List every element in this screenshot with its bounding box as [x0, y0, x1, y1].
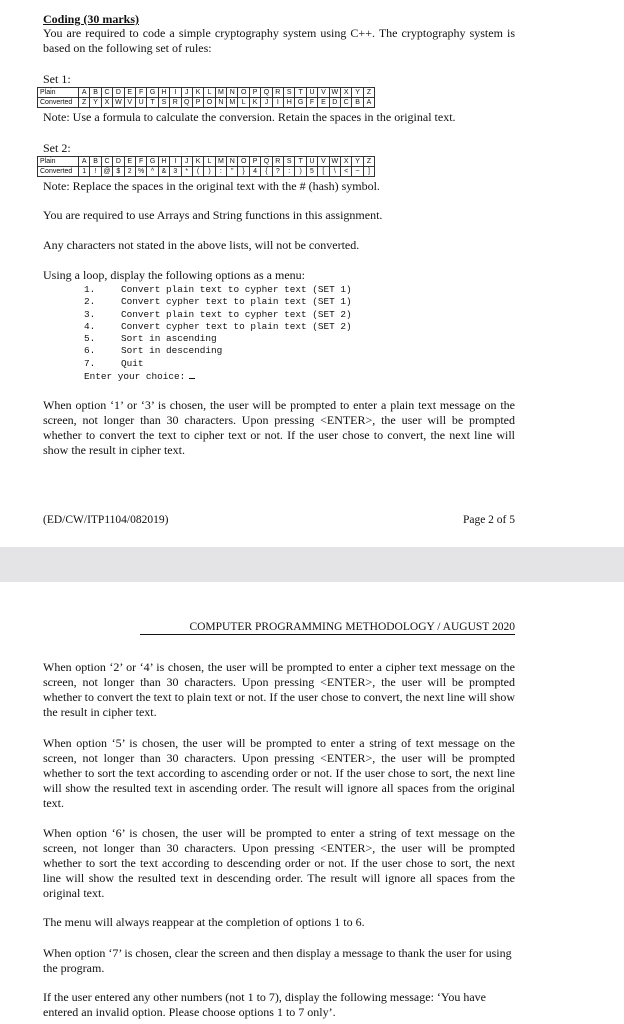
menu-option	[84, 358, 352, 370]
plain-cell: Z	[363, 157, 374, 167]
footer-code: (ED/CW/ITP1104/082019)	[43, 514, 169, 526]
converted-cell: {	[261, 167, 272, 177]
converted-cell: (	[192, 167, 203, 177]
plain-cell: J	[181, 88, 192, 98]
set2-conversion-table	[37, 156, 375, 177]
plain-cell: Q	[261, 88, 272, 98]
row-header: Plain	[38, 157, 79, 167]
converted-cell: $	[113, 167, 124, 177]
plain-cell: Z	[363, 88, 374, 98]
menu-prompt-line	[84, 370, 195, 383]
plain-cell: Y	[352, 157, 363, 167]
converted-cell: N	[215, 98, 226, 108]
menu-intro: Using a loop, display the following options as a menu:	[43, 268, 305, 282]
menu-option-label: Convert plain text to cypher text (SET 1)	[121, 284, 352, 295]
option-2-4-paragraph: When option ‘2’ or ‘4’ is chosen, the user will be prompted to enter a cipher text message on the screen, not longer than 30 characters. Upon pressing <ENTER>, the user will be prompted whether to convert the text to plain text or not. If the user chose to convert, the next line will show the result in cipher text.	[43, 660, 515, 719]
plain-cell: I	[170, 157, 181, 167]
converted-cell: J	[261, 98, 272, 108]
menu-option	[84, 309, 352, 321]
menu-option-label: Quit	[121, 357, 144, 369]
row-header: Plain	[38, 88, 79, 98]
option-6-paragraph: When option ‘6’ is chosen, the user will be prompted to enter a string of text message on the screen, not longer than 30 characters. Upon pressing <ENTER>, the user will be prompted whether to sort the text according to descending order or not. If the user chose to sort, the next line will show the resulted text in descending order. The result will ignore all spaces from the original text.	[43, 826, 515, 900]
converted-cell: P	[192, 98, 203, 108]
menu-option	[84, 333, 352, 345]
plain-cell: X	[340, 88, 351, 98]
converted-cell: }	[238, 167, 249, 177]
menu-option-number: 2.	[84, 296, 96, 308]
menu-option-number: 5.	[84, 333, 96, 345]
plain-cell: G	[147, 88, 158, 98]
set2-plain-row	[38, 157, 375, 167]
plain-cell: M	[215, 88, 226, 98]
set1-converted-row	[38, 98, 375, 108]
characters-paragraph: Any characters not stated in the above lists, will not be converted.	[43, 238, 360, 252]
converted-cell: ~	[352, 167, 363, 177]
menu-option-number: 3.	[84, 308, 96, 320]
converted-cell: B	[352, 98, 363, 108]
menu-option-label: Convert cypher text to plain text (SET 1)	[121, 296, 352, 308]
plain-cell: G	[147, 157, 158, 167]
converted-cell: *	[181, 167, 192, 177]
plain-cell: D	[113, 88, 124, 98]
plain-cell: C	[101, 88, 112, 98]
plain-cell: R	[272, 157, 283, 167]
option-1-3-paragraph: When option ‘1’ or ‘3’ is chosen, the user will be prompted to enter a plain text message on the screen, not longer than 30 characters. Upon pressing <ENTER>, the user will be prompted whether to convert the text to cipher text or not. If the user chose to convert, the next line will show the result in cipher text.	[43, 398, 515, 457]
converted-cell: :	[215, 167, 226, 177]
menu-option	[84, 296, 352, 308]
converted-cell: D	[329, 98, 340, 108]
plain-cell: S	[284, 157, 295, 167]
plain-cell: U	[306, 88, 317, 98]
plain-cell: L	[204, 157, 215, 167]
plain-cell: N	[227, 157, 238, 167]
converted-cell: W	[113, 98, 124, 108]
plain-cell: E	[124, 157, 135, 167]
menu-option-label: Convert plain text to cypher text (SET 2)	[121, 308, 352, 320]
plain-cell: S	[284, 88, 295, 98]
menu-option-label: Sort in descending	[121, 345, 223, 357]
plain-cell: D	[113, 157, 124, 167]
converted-cell: L	[238, 98, 249, 108]
menu-option	[84, 321, 352, 333]
set2-label: Set 2:	[43, 141, 71, 155]
running-header: COMPUTER PROGRAMMING METHODOLOGY / AUGUST 2020	[140, 621, 515, 635]
converted-cell: Q	[181, 98, 192, 108]
plain-cell: Y	[352, 88, 363, 98]
invalid-option-paragraph: If the user entered any other numbers (not 1 to 7), display the following message: ‘You have entered an invalid option. Please choose options 1 to 7 only’.	[43, 990, 487, 1019]
plain-cell: A	[79, 88, 90, 98]
plain-cell: F	[135, 157, 146, 167]
set2-converted-row	[38, 167, 375, 177]
converted-cell: A	[363, 98, 374, 108]
converted-cell: 1	[79, 167, 90, 177]
plain-cell: W	[329, 157, 340, 167]
converted-cell: S	[158, 98, 169, 108]
converted-cell: %	[135, 167, 146, 177]
plain-cell: P	[249, 157, 260, 167]
plain-cell: H	[158, 88, 169, 98]
reappear-paragraph: The menu will always reappear at the completion of options 1 to 6.	[43, 915, 365, 929]
arrays-paragraph: You are required to use Arrays and String functions in this assignment.	[43, 208, 383, 222]
converted-cell: E	[318, 98, 329, 108]
menu-option	[84, 284, 352, 296]
converted-cell: I	[272, 98, 283, 108]
plain-cell: N	[227, 88, 238, 98]
set2-note: Note: Replace the spaces in the original text with the # (hash) symbol.	[43, 179, 380, 193]
plain-cell: K	[192, 88, 203, 98]
plain-cell: K	[192, 157, 203, 167]
converted-cell: 3	[170, 167, 181, 177]
menu-prompt: Enter your choice:	[84, 371, 186, 382]
converted-cell: C	[340, 98, 351, 108]
section-title: Coding (30 marks)	[43, 12, 140, 26]
set1-note: Note: Use a formula to calculate the conversion. Retain the spaces in the original text.	[43, 110, 456, 124]
converted-cell: :	[284, 167, 295, 177]
plain-cell: W	[329, 88, 340, 98]
intro-paragraph: You are required to code a simple cryptography system using C++. The cryptography system is based on the following set of rules:	[43, 26, 515, 55]
menu-option-number: 6.	[84, 345, 96, 357]
plain-cell: E	[124, 88, 135, 98]
plain-cell: T	[295, 157, 306, 167]
converted-cell: )	[204, 167, 215, 177]
menu-option-number: 4.	[84, 320, 96, 332]
converted-cell: Z	[79, 98, 90, 108]
converted-cell: O	[204, 98, 215, 108]
converted-cell: ]	[363, 167, 374, 177]
menu-option	[84, 345, 352, 357]
cursor	[189, 370, 195, 379]
converted-cell: H	[284, 98, 295, 108]
plain-cell: B	[90, 157, 101, 167]
converted-cell: \	[329, 167, 340, 177]
plain-cell: P	[249, 88, 260, 98]
menu-option-label: Convert cypher text to plain text (SET 2)	[121, 320, 352, 332]
plain-cell: V	[318, 157, 329, 167]
converted-cell: K	[249, 98, 260, 108]
plain-cell: H	[158, 157, 169, 167]
converted-cell: X	[101, 98, 112, 108]
footer-page-number: Page 2 of 5	[462, 514, 515, 526]
converted-cell: G	[295, 98, 306, 108]
converted-cell: @	[101, 167, 112, 177]
converted-cell: "	[227, 167, 238, 177]
plain-cell: U	[306, 157, 317, 167]
plain-cell: V	[318, 88, 329, 98]
converted-cell: F	[306, 98, 317, 108]
set1-plain-row	[38, 88, 375, 98]
converted-cell: ^	[147, 167, 158, 177]
converted-cell: <	[340, 167, 351, 177]
converted-cell: U	[135, 98, 146, 108]
menu-option-label: Sort in ascending	[121, 333, 217, 345]
converted-cell: 4	[249, 167, 260, 177]
menu-option-number: 1.	[84, 284, 96, 295]
plain-cell: A	[79, 157, 90, 167]
plain-cell: R	[272, 88, 283, 98]
converted-cell: 2	[124, 167, 135, 177]
converted-cell: R	[170, 98, 181, 108]
converted-cell: M	[227, 98, 238, 108]
converted-cell: )	[295, 167, 306, 177]
plain-cell: L	[204, 88, 215, 98]
set1-conversion-table	[37, 87, 375, 108]
converted-cell: [	[318, 167, 329, 177]
set1-label: Set 1:	[43, 72, 71, 86]
converted-cell: ?	[272, 167, 283, 177]
row-header: Converted	[38, 167, 79, 177]
plain-cell: X	[340, 157, 351, 167]
converted-cell: 5	[306, 167, 317, 177]
option-5-paragraph: When option ‘5’ is chosen, the user will be prompted to enter a string of text message on the screen, not longer than 30 characters. Upon pressing <ENTER>, the user will be prompted whether to sort the text according to ascending order or not. If the user chose to sort, the next line will show the resulted text in ascending order. The result will ignore all spaces from the original text.	[43, 736, 515, 810]
row-header: Converted	[38, 98, 79, 108]
converted-cell: T	[147, 98, 158, 108]
plain-cell: J	[181, 157, 192, 167]
plain-cell: I	[170, 88, 181, 98]
converted-cell: &	[158, 167, 169, 177]
converted-cell: V	[124, 98, 135, 108]
option-7-paragraph: When option ‘7’ is chosen, clear the screen and then display a message to thank the user for using the program.	[43, 946, 512, 975]
plain-cell: O	[238, 88, 249, 98]
plain-cell: M	[215, 157, 226, 167]
plain-cell: O	[238, 157, 249, 167]
plain-cell: T	[295, 88, 306, 98]
converted-cell: Y	[90, 98, 101, 108]
plain-cell: F	[135, 88, 146, 98]
converted-cell: !	[90, 167, 101, 177]
plain-cell: C	[101, 157, 112, 167]
console-menu	[84, 284, 352, 370]
plain-cell: B	[90, 88, 101, 98]
plain-cell: Q	[261, 157, 272, 167]
menu-option-number: 7.	[84, 357, 96, 369]
